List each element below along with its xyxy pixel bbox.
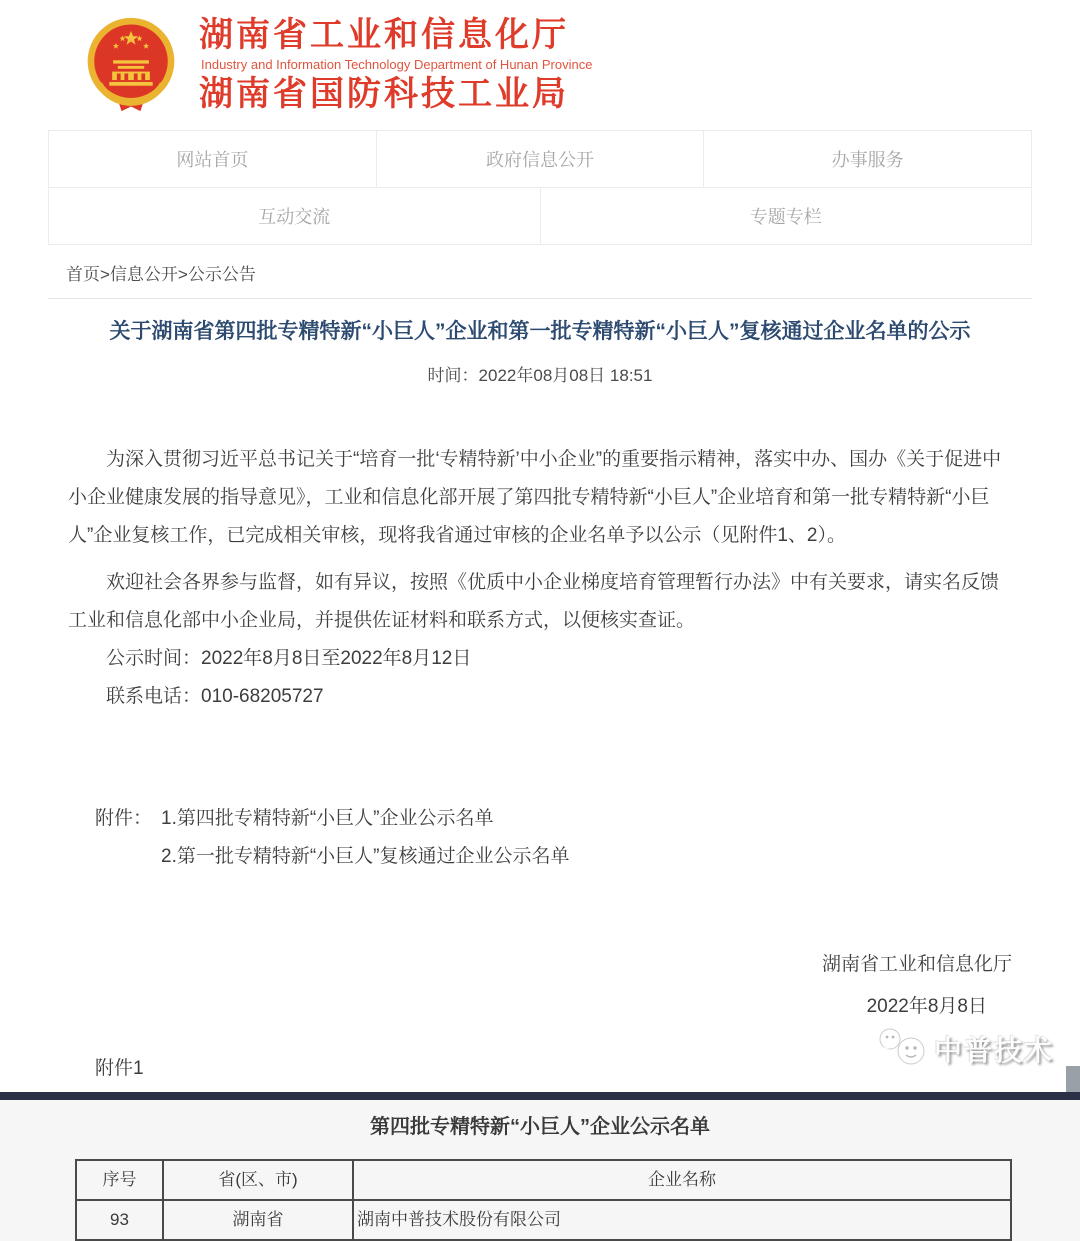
bottom-edge-bar — [0, 1092, 1080, 1100]
org-name-cn: 湖南省工业和信息化厅 — [199, 15, 569, 54]
article-time: 时间：2022年08月08日 18:51 — [427, 365, 653, 385]
cell-index: 93 — [76, 1200, 163, 1240]
nav-row-2 — [49, 188, 1031, 245]
table-row — [76, 1200, 1011, 1240]
nav-item-home[interactable]: 网站首页 — [49, 131, 377, 187]
national-emblem-icon — [85, 16, 177, 114]
annex-table — [75, 1159, 1012, 1241]
attachments — [95, 800, 1012, 876]
cell-province: 湖南省 — [163, 1200, 353, 1240]
nav-item-services[interactable]: 办事服务 — [831, 150, 904, 170]
col-header-index: 序号 — [76, 1160, 163, 1200]
nav-item-gov-info[interactable]: 政府信息公开 — [377, 131, 705, 187]
col-header-company: 企业名称 — [353, 1160, 1011, 1200]
scrollbar-fragment[interactable] — [1066, 1066, 1080, 1092]
cell-company: 湖南中普技术股份有限公司 — [353, 1200, 1011, 1240]
paragraph-1: 为深入贯彻习近平总书记关于“培育一批‘专精特新’中小企业”的重要指示精神，落实中办、国办《关于促进中小企业健康发展的指导意见》，工业和信息化部开展了第四批专精特新“小巨人”企业培育和第一批专精特新“小巨人”企业复核工作，已完成相关审核，现将我省通过审核的企业名单予以公示（见附件1、2）。 — [68, 448, 1002, 546]
signature-org: 湖南省工业和信息化厅 — [821, 953, 1012, 975]
org-name-cn2: 湖南省国防科技工业局 — [199, 74, 569, 113]
attachment-line-2 — [95, 838, 1012, 876]
watermark-text: 中普技术 — [934, 1035, 1055, 1066]
col-header-province: 省(区、市) — [163, 1160, 353, 1200]
attachments-label: 附件： — [95, 807, 153, 829]
org-names — [199, 17, 592, 114]
org-name-en: Industry and Information Technology Department of Hunan Province — [201, 57, 593, 73]
attachment-link-2[interactable]: 2.第一批专精特新“小巨人”复核通过企业公示名单 — [161, 845, 570, 867]
main-nav — [48, 130, 1032, 245]
article-title: 关于湖南省第四批专精特新“小巨人”企业和第一批专精特新“小巨人”复核通过企业名单的公示 — [109, 320, 971, 343]
article-body — [68, 441, 1012, 1241]
annex-label: 附件1 — [95, 1057, 144, 1079]
annex-table-title: 第四批专精特新“小巨人”企业公示名单 — [370, 1115, 710, 1138]
nav-item-special-topics[interactable]: 专题专栏 — [749, 207, 822, 227]
nav-item-interaction[interactable]: 互动交流 — [49, 188, 541, 244]
attachment-link-1[interactable]: 1.第四批专精特新“小巨人”企业公示名单 — [161, 807, 494, 829]
contact-phone: 联系电话：010-68205727 — [106, 685, 324, 707]
breadcrumb[interactable]: 首页>信息公开>公示公告 — [48, 245, 1032, 299]
nav-row-1 — [49, 131, 1031, 188]
paragraph-2: 欢迎社会各界参与监督，如有异议，按照《优质中小企业梯度培育管理暂行办法》中有关要求，请实名反馈工业和信息化部中小企业局，并提供佐证材料和联系方式，以便核实查证。 — [68, 571, 1000, 631]
site-header — [0, 0, 1080, 128]
table-header-row — [76, 1160, 1011, 1200]
attachment-line-1 — [95, 800, 1012, 838]
signature-block — [68, 944, 1012, 1028]
signature-date: 2022年8月8日 — [866, 995, 987, 1017]
notice-period: 公示时间：2022年8月8日至2022年8月12日 — [106, 647, 472, 669]
